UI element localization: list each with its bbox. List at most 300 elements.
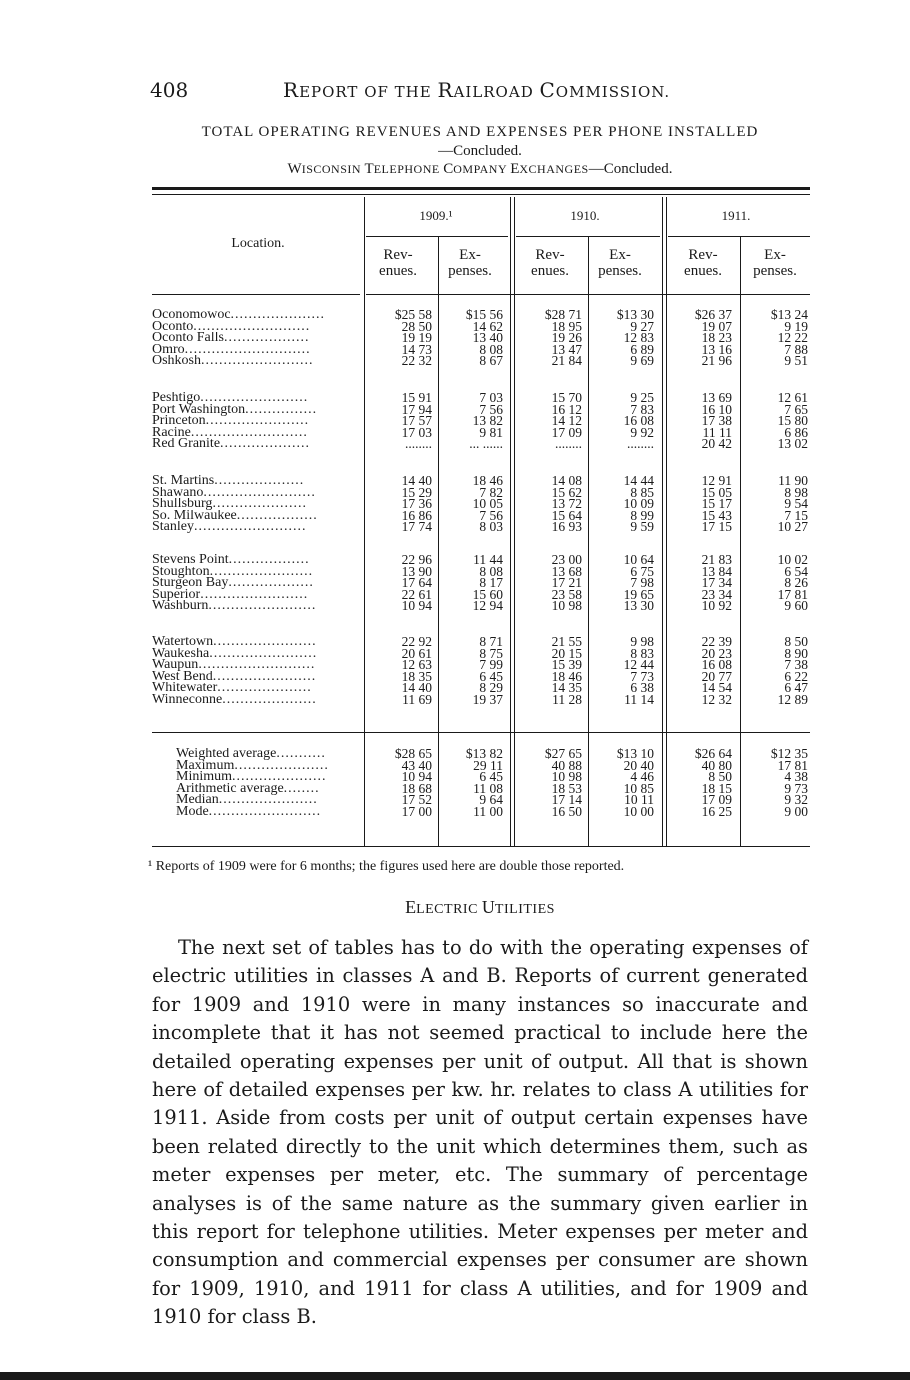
table-cell: 16 25 xyxy=(701,804,732,819)
table-cell: 4 38 xyxy=(784,769,808,785)
revenues-header xyxy=(362,247,434,279)
location-label: West Bend xyxy=(152,670,213,683)
header-line: penses. xyxy=(598,263,642,279)
table-cell: 17 81 xyxy=(777,586,808,602)
table-cell: 17 00 xyxy=(401,804,432,819)
leader-dots: .......................... xyxy=(190,426,308,439)
table-cell: 11 11 xyxy=(702,424,732,440)
location-name xyxy=(152,475,360,487)
table-cell: $12 35 xyxy=(770,746,808,761)
table-cell: 15 43 xyxy=(701,507,732,523)
table-cell: 9 98 xyxy=(630,634,654,649)
table-cell: 15 60 xyxy=(472,586,503,602)
table-cell: 19 26 xyxy=(551,330,582,346)
table-cell: 7 88 xyxy=(784,341,808,357)
location-label: Princeton xyxy=(152,415,206,428)
table-cell: 10 27 xyxy=(777,519,808,535)
table-cell: 14 08 xyxy=(551,473,582,488)
table-cell: 14 73 xyxy=(401,341,432,357)
location-name xyxy=(152,521,360,533)
leader-dots: .................. xyxy=(228,554,310,566)
table-cell: 21 83 xyxy=(701,552,732,567)
table-cell: 23 58 xyxy=(551,586,582,602)
table-cell: $25 58 xyxy=(394,307,432,322)
location-name xyxy=(152,332,360,344)
title-segment: C xyxy=(539,78,556,102)
location-label: Sturgeon Bay xyxy=(152,577,229,590)
location-name xyxy=(152,554,360,566)
location-label: So. Milwaukee xyxy=(152,509,237,522)
year-header: 1911. xyxy=(721,208,751,223)
header-line: enues. xyxy=(531,263,569,279)
table-cell: $28 65 xyxy=(394,746,432,761)
table-cell: 12 63 xyxy=(401,657,432,673)
title-segment: T xyxy=(364,161,374,177)
table-cell: 8 03 xyxy=(479,519,503,535)
table-cell: 13 69 xyxy=(701,390,732,405)
location-name xyxy=(152,671,360,683)
table-cell: 9 00 xyxy=(784,804,808,819)
table-cell: 7 83 xyxy=(630,401,654,417)
table-cell: 4 46 xyxy=(630,769,654,785)
leader-dots: ......................... xyxy=(201,355,314,368)
table-cell: 8 85 xyxy=(630,484,654,500)
table-cell: 11 08 xyxy=(473,780,503,796)
leader-dots: ........................ xyxy=(200,392,309,404)
table-cell: 8 26 xyxy=(784,575,808,591)
table-cell: 18 23 xyxy=(701,330,732,346)
table-cell: 7 03 xyxy=(479,390,503,405)
leader-dots: ........................ xyxy=(209,647,318,660)
table-cell: 11 69 xyxy=(402,692,432,707)
location-label: Oshkosh xyxy=(152,355,202,368)
table-cell: 12 32 xyxy=(701,692,732,707)
table-cell: 10 64 xyxy=(623,552,654,567)
location-label: Median xyxy=(176,794,219,807)
table-footnote: ¹ Reports of 1909 were for 6 months; the figures used here are double those reported. xyxy=(148,859,625,874)
table-cell: 15 39 xyxy=(551,657,582,673)
table-cell: 10 94 xyxy=(401,769,432,785)
location-name xyxy=(152,577,360,589)
table-cell: 10 05 xyxy=(472,496,503,512)
table-cell: 18 53 xyxy=(551,780,582,796)
leader-dots: ..................... xyxy=(222,694,317,706)
table-cell: 17 74 xyxy=(401,519,432,535)
table-cell: 6 89 xyxy=(630,341,654,357)
location-name xyxy=(152,344,360,356)
header-rule xyxy=(152,294,360,295)
table-cell: 15 64 xyxy=(551,507,582,523)
table-cell: 8 99 xyxy=(630,507,654,523)
table-cell: 21 55 xyxy=(551,634,582,649)
table-cell: 9 69 xyxy=(630,353,654,369)
table-cell: 20 23 xyxy=(701,645,732,661)
table-cell: 8 17 xyxy=(479,575,503,591)
table-cell: 20 15 xyxy=(551,645,582,661)
location-name xyxy=(152,771,360,783)
leader-dots: ....................... xyxy=(212,670,317,683)
table-cell: 8 50 xyxy=(784,634,808,649)
location-label: Maximum xyxy=(176,759,235,772)
table-cell: 16 86 xyxy=(401,507,432,523)
table-cell: 18 15 xyxy=(701,780,732,796)
table-cell: 8 29 xyxy=(479,680,503,696)
leader-dots: ....................... xyxy=(213,636,317,648)
leader-dots: ................... xyxy=(223,332,310,345)
table-cell: 17 52 xyxy=(401,792,432,808)
table-cell: 9 51 xyxy=(784,353,808,369)
table-cell: 10 85 xyxy=(623,780,654,796)
leader-dots: ...................... xyxy=(218,794,318,807)
title-segment: OMPANY xyxy=(453,162,511,176)
table-cell: 16 12 xyxy=(551,401,582,417)
location-label: Waupun xyxy=(152,659,199,672)
table-cell: 7 65 xyxy=(784,401,808,417)
header-line: penses. xyxy=(448,263,492,279)
title-segment: LECTRIC xyxy=(416,902,482,917)
table-cell: 17 34 xyxy=(701,575,732,591)
location-label: Red Granite xyxy=(152,438,221,451)
header-rule xyxy=(366,294,810,295)
table-cell: ........ xyxy=(627,436,654,452)
table-cell: 23 00 xyxy=(551,552,582,567)
table-cell: 9 92 xyxy=(630,424,654,440)
table-cell: 14 40 xyxy=(401,473,432,488)
section-heading xyxy=(150,897,810,918)
location-name xyxy=(152,636,360,648)
title-segment: W xyxy=(287,161,302,177)
table-cell: 21 84 xyxy=(551,353,582,369)
expenses-header xyxy=(434,247,506,279)
table-cell: 14 62 xyxy=(472,318,503,334)
title-segment: R xyxy=(437,78,454,102)
table-cell: 12 22 xyxy=(777,330,808,346)
table-cell: 18 35 xyxy=(401,668,432,684)
body-text xyxy=(152,934,808,1332)
table-cell: 16 50 xyxy=(551,804,582,819)
table-cell: 9 73 xyxy=(784,780,808,796)
table-cell: 10 02 xyxy=(777,552,808,567)
location-name xyxy=(152,806,360,818)
table-subtitle xyxy=(120,161,840,178)
table-cell: 6 47 xyxy=(784,680,808,696)
location-name xyxy=(152,355,360,367)
header-line: Rev- xyxy=(688,247,718,263)
revenues-header xyxy=(514,247,586,279)
table-cell: 19 19 xyxy=(401,330,432,346)
table-cell: 9 64 xyxy=(479,792,503,808)
table-cell: 11 28 xyxy=(552,692,582,707)
table-cell: 14 40 xyxy=(401,680,432,696)
table-cell: 22 32 xyxy=(401,353,432,369)
table-cell: 9 60 xyxy=(784,598,808,614)
table-cell: 7 82 xyxy=(479,484,503,500)
leader-dots: ............................ xyxy=(184,343,311,356)
leader-dots: ........................ xyxy=(208,600,317,613)
table-cell: 40 88 xyxy=(551,757,582,773)
header-line: Rev- xyxy=(535,247,565,263)
title-segment: AILROAD xyxy=(453,83,540,101)
location-name xyxy=(152,438,360,450)
table-cell: 6 45 xyxy=(479,668,503,684)
header-line: Ex- xyxy=(764,247,786,263)
table-cell: $15 56 xyxy=(465,307,503,322)
table-cell: 8 67 xyxy=(479,353,503,369)
table-cell: 8 98 xyxy=(784,484,808,500)
location-name xyxy=(152,321,360,333)
table-cell: 13 30 xyxy=(623,598,654,614)
table-title-continued: —Concluded. xyxy=(438,143,522,159)
table-title: TOTAL OPERATING REVENUES AND EXPENSES PER PHONE INSTALLED xyxy=(201,124,759,140)
table-cell: 43 40 xyxy=(401,757,432,773)
leader-dots: .......................... xyxy=(198,659,316,672)
table-cell: 8 75 xyxy=(479,645,503,661)
title-segment: R xyxy=(283,78,300,102)
table-cell: 17 09 xyxy=(701,792,732,808)
table-cell: 6 75 xyxy=(630,563,654,579)
leader-dots: ..................... xyxy=(234,759,329,772)
table-cell: 12 91 xyxy=(701,473,732,488)
table-cell: 19 37 xyxy=(472,692,503,707)
table-cell: 18 68 xyxy=(401,780,432,796)
location-label: Oconomowoc xyxy=(152,309,231,321)
leader-dots: .................... xyxy=(214,475,305,487)
table-cell: 17 21 xyxy=(551,575,582,591)
page-bottom-border xyxy=(0,1372,910,1380)
header-line: enues. xyxy=(379,263,417,279)
table-cell: 6 54 xyxy=(784,563,808,579)
summary-rule xyxy=(152,732,810,733)
table-cell: 7 73 xyxy=(630,668,654,684)
table-cell: 20 40 xyxy=(623,757,654,773)
revenues-header xyxy=(667,247,739,279)
table-cell: 13 40 xyxy=(472,330,503,346)
title-segment: ISCONSIN xyxy=(301,162,365,176)
table-cell: 10 98 xyxy=(551,769,582,785)
table-cell: 8 83 xyxy=(630,645,654,661)
location-name xyxy=(152,794,360,806)
location-name xyxy=(152,309,360,321)
header-line: Ex- xyxy=(609,247,631,263)
table-cell: 17 15 xyxy=(701,519,732,535)
location-name xyxy=(152,566,360,578)
location-name xyxy=(152,694,360,706)
table-cell: 13 02 xyxy=(777,436,808,452)
table-cell: $13 30 xyxy=(616,307,654,322)
table-cell: 22 39 xyxy=(701,634,732,649)
expenses-header xyxy=(739,247,811,279)
location-label: Mode xyxy=(176,806,209,818)
table-cell: 22 61 xyxy=(401,586,432,602)
leader-dots: ......................... xyxy=(203,486,316,499)
table-cell: 15 70 xyxy=(551,390,582,405)
table-cell: 15 29 xyxy=(401,484,432,500)
leader-dots: ..................... xyxy=(217,682,312,695)
location-name xyxy=(152,783,360,795)
table-cell: 8 08 xyxy=(479,341,503,357)
location-label: Peshtigo xyxy=(152,392,201,404)
table-cell: 10 98 xyxy=(551,598,582,614)
table-cell: 16 08 xyxy=(701,657,732,673)
table-cell: 18 46 xyxy=(551,668,582,684)
table-cell: 17 03 xyxy=(401,424,432,440)
leader-dots: ..................... xyxy=(232,771,327,784)
table-cell: 10 11 xyxy=(624,792,654,808)
location-header: Location. xyxy=(231,236,285,251)
location-name xyxy=(152,748,360,760)
location-name xyxy=(152,589,360,601)
table-cell: $13 10 xyxy=(616,746,654,761)
table-cell: 7 38 xyxy=(784,657,808,673)
table-cell: $27 65 xyxy=(544,746,582,761)
table-top-rule-thin xyxy=(152,194,810,195)
location-label: Port Washington xyxy=(152,403,246,416)
header-line: Rev- xyxy=(383,247,413,263)
table-cell: 13 82 xyxy=(472,413,503,429)
table-cell: 17 09 xyxy=(551,424,582,440)
location-name xyxy=(152,392,360,404)
table-cell: 10 09 xyxy=(623,496,654,512)
table-cell: 7 98 xyxy=(630,575,654,591)
location-name xyxy=(152,404,360,416)
table-cell: 6 38 xyxy=(630,680,654,696)
table-cell: 20 77 xyxy=(701,668,732,684)
location-label: Shullsburg xyxy=(152,498,213,511)
table-cell: 9 25 xyxy=(630,390,654,405)
running-title xyxy=(283,78,670,102)
table-cell: 9 54 xyxy=(784,496,808,512)
leader-dots: .................... xyxy=(220,438,311,451)
location-label: Stoughton xyxy=(152,565,210,578)
leader-dots: ..................... xyxy=(230,309,326,321)
table-cell: 12 94 xyxy=(472,598,503,614)
location-label: Racine xyxy=(152,426,191,439)
table-cell: 10 94 xyxy=(401,598,432,614)
table-cell: 8 08 xyxy=(479,563,503,579)
table-cell: 8 71 xyxy=(479,634,503,649)
location-label: St. Martins xyxy=(152,475,215,487)
location-label: Winneconne xyxy=(152,694,223,706)
location-name xyxy=(152,498,360,510)
table-cell: ........ xyxy=(555,436,582,452)
table-cell: 11 00 xyxy=(473,804,503,819)
leader-dots: ........................ xyxy=(200,588,309,601)
table-cell: 15 17 xyxy=(701,496,732,512)
location-name xyxy=(152,600,360,612)
leader-dots: .......................... xyxy=(193,320,311,333)
location-label: Oconto Falls xyxy=(152,332,224,345)
table-cell: 15 05 xyxy=(701,484,732,500)
table-cell: 12 61 xyxy=(777,390,808,405)
table-cell: ........ xyxy=(405,436,432,452)
table-cell: 15 80 xyxy=(777,413,808,429)
table-cell: 11 14 xyxy=(624,692,654,707)
table-top-rule xyxy=(152,187,810,190)
table-cell: 6 86 xyxy=(784,424,808,440)
table-cell: 6 22 xyxy=(784,668,808,684)
table-cell: 9 59 xyxy=(630,519,654,535)
year-rule xyxy=(366,236,508,237)
leader-dots: ................ xyxy=(245,403,318,416)
table-cell: 17 14 xyxy=(551,792,582,808)
location-name xyxy=(152,487,360,499)
leader-dots: ........ xyxy=(283,782,320,795)
table-cell: 7 56 xyxy=(479,401,503,417)
paragraph: The next set of tables has to do with the operating expenses of electric utilities in classes A and B. Reports of current generated for 1909 and 1910 were in many instances so inaccurate and incomplete that it has not seemed practical to include here the detailed operating expenses per unit of output. All that is shown here of detailed expenses per kw. hr. relates to class A utilities for 1911. Aside from costs per unit of output certain expenses have been related directly to the unit which determines them, such as meter expenses per meter, etc. The summary of percentage analyses is of the same nature as the summary given earlier in this report for telephone utilities. Meter expenses per meter and consumption and commercial expenses per consumer are shown for 1909, 1910, and 1911 for class A utilities, and for 1909 and 1910 for class B. xyxy=(152,936,808,1329)
header-line: Ex- xyxy=(459,247,481,263)
table-cell: 20 42 xyxy=(701,436,732,452)
table-cell: 22 92 xyxy=(401,634,432,649)
location-label: Stanley xyxy=(152,521,194,534)
header-line: enues. xyxy=(684,263,722,279)
table-cell: 17 38 xyxy=(701,413,732,429)
table-cell: 8 50 xyxy=(708,769,732,785)
header-line: penses. xyxy=(753,263,797,279)
table-cell: 6 45 xyxy=(479,769,503,785)
location-label: Shawano xyxy=(152,486,204,499)
title-segment: EPORT OF THE xyxy=(299,83,438,101)
table-cell: $13 24 xyxy=(770,307,808,322)
table-cell: 10 92 xyxy=(701,598,732,614)
table-cell: 7 15 xyxy=(784,507,808,523)
leader-dots: ....................... xyxy=(205,415,310,428)
location-label: Omro xyxy=(152,343,185,356)
running-header xyxy=(150,78,850,104)
leader-dots: .................. xyxy=(236,509,318,522)
location-name xyxy=(152,760,360,772)
table-cell: 29 11 xyxy=(473,757,503,773)
location-label: Whitewater xyxy=(152,682,218,695)
location-name xyxy=(152,427,360,439)
table-cell: 13 47 xyxy=(551,341,582,357)
table-cell: 17 94 xyxy=(401,401,432,417)
table-cell: 15 62 xyxy=(551,484,582,500)
table-cell: $26 37 xyxy=(694,307,732,322)
table-cell: 12 89 xyxy=(777,692,808,707)
location-name xyxy=(152,510,360,522)
title-segment: ELEPHONE xyxy=(373,162,444,176)
table-cell: 8 90 xyxy=(784,645,808,661)
location-name xyxy=(152,682,360,694)
table-cell: $26 64 xyxy=(694,746,732,761)
table-cell: 23 34 xyxy=(701,586,732,602)
leader-dots: ................... xyxy=(228,577,314,590)
table-cell: 14 35 xyxy=(551,680,582,696)
table-cell: 40 80 xyxy=(701,757,732,773)
table-bottom-rule xyxy=(152,846,810,847)
table-cell: 9 81 xyxy=(479,424,503,440)
table-cell: $13 82 xyxy=(465,746,503,761)
table-cell: 12 83 xyxy=(623,330,654,346)
table-cell: 13 90 xyxy=(401,563,432,579)
table-cell: 20 61 xyxy=(401,645,432,661)
table-cell: 19 07 xyxy=(701,318,732,334)
table-cell: 17 81 xyxy=(777,757,808,773)
table-cell: 14 54 xyxy=(701,680,732,696)
location-label: Oconto xyxy=(152,320,194,333)
leader-dots: ..................... xyxy=(212,498,307,511)
year-header: 1909.¹ xyxy=(419,208,453,223)
table-cell: 13 72 xyxy=(551,496,582,512)
table-cell: 9 27 xyxy=(630,318,654,334)
title-segment: OMMISSION. xyxy=(555,83,671,101)
location-label: Washburn xyxy=(152,600,209,613)
table-cell: $28 71 xyxy=(544,307,582,322)
location-label: Weighted average xyxy=(176,748,277,760)
leader-dots: ........... xyxy=(276,748,326,760)
table-cell: 7 99 xyxy=(479,657,503,673)
location-label: Superior xyxy=(152,588,201,601)
